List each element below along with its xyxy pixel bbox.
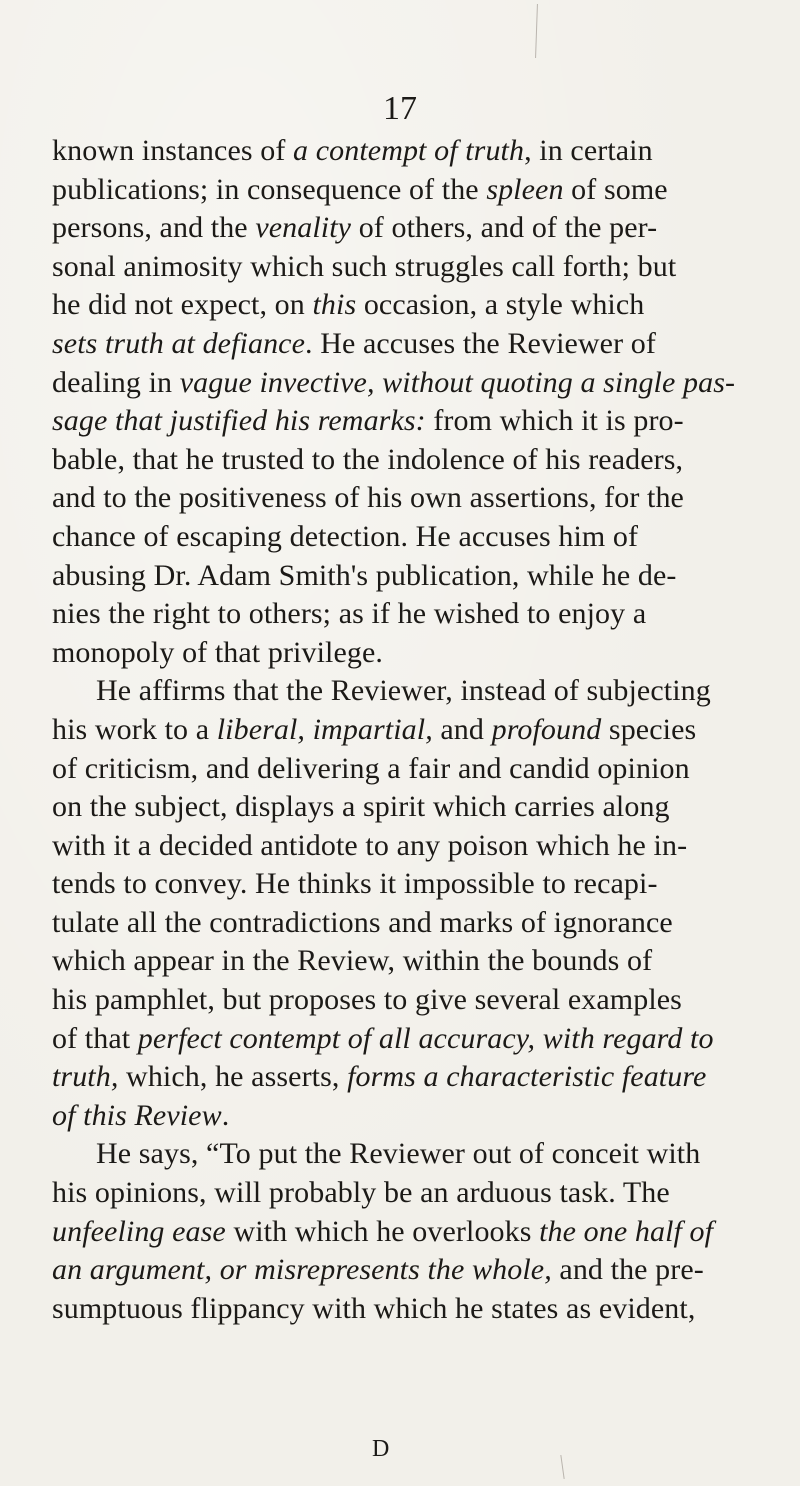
text-line: of criticism, and delivering a fair and candid opinion [52, 751, 690, 785]
text-line: monopoly of that privilege. [52, 635, 383, 669]
text-line: sumptuous flippancy with which he states as evident, [52, 1291, 696, 1325]
text-line: of that perfect contempt of all accuracy, with regard to [52, 1021, 714, 1055]
text-line: dealing in vague invective, without quoting a single pas- [52, 365, 736, 399]
text-line: nies the right to others; as if he wished to enjoy a [52, 597, 647, 631]
paper-scratch-mark [560, 1455, 564, 1479]
text-line: his opinions, will probably be an arduous task. The [52, 1176, 670, 1210]
text-line: he did not expect, on this occasion, a style which [52, 288, 645, 322]
text-line: sets truth at defiance. He accuses the Reviewer of [52, 326, 656, 360]
paragraph-1 [52, 132, 796, 672]
text-line: He says, “To put the Reviewer out of conceit with [96, 1137, 701, 1171]
text-line: and to the positiveness of his own assertions, for the [52, 481, 684, 515]
paragraph-2 [52, 672, 796, 1135]
text-line: which appear in the Review, within the bounds of [52, 944, 653, 978]
text-line: with it a decided antidote to any poison which he in- [52, 828, 688, 862]
text-line: on the subject, displays a spirit which carries along [52, 790, 670, 824]
text-line: tends to convey. He thinks it impossible to recapi- [52, 867, 658, 901]
text-line: bable, that he trusted to the indolence of his readers, [52, 442, 684, 476]
text-line: known instances of a contempt of truth, in certain [52, 134, 653, 167]
text-line: publications; in consequence of the spleen of some [52, 172, 668, 206]
paper-scratch-mark [535, 4, 538, 58]
text-line: of this Review. [52, 1098, 230, 1132]
text-line: persons, and the venality of others, and of the per- [52, 211, 658, 245]
body-text [52, 132, 796, 1328]
text-line: tulate all the contradictions and marks of ignorance [52, 905, 673, 939]
text-line: He affirms that the Reviewer, instead of subjecting [96, 674, 711, 708]
signature-mark: D [372, 1436, 390, 1462]
page-number: 17 [383, 90, 417, 127]
text-line: an argument, or misrepresents the whole, and the pre- [52, 1253, 704, 1287]
text-line: chance of escaping detection. He accuses him of [52, 519, 639, 553]
paragraph-3 [52, 1135, 796, 1328]
text-line: sonal animosity which such struggles call forth; but [52, 249, 677, 283]
text-line: unfeeling ease with which he overlooks the one half of [52, 1214, 714, 1248]
text-line: his pamphlet, but proposes to give several examples [52, 983, 682, 1017]
text-line: truth, which, he asserts, forms a characteristic feature [52, 1060, 707, 1094]
text-line: his work to a liberal, impartial, and profound species [52, 712, 697, 746]
text-line: abusing Dr. Adam Smith's publication, while he de- [52, 558, 677, 592]
text-line: sage that justified his remarks: from which it is pro- [52, 404, 684, 438]
